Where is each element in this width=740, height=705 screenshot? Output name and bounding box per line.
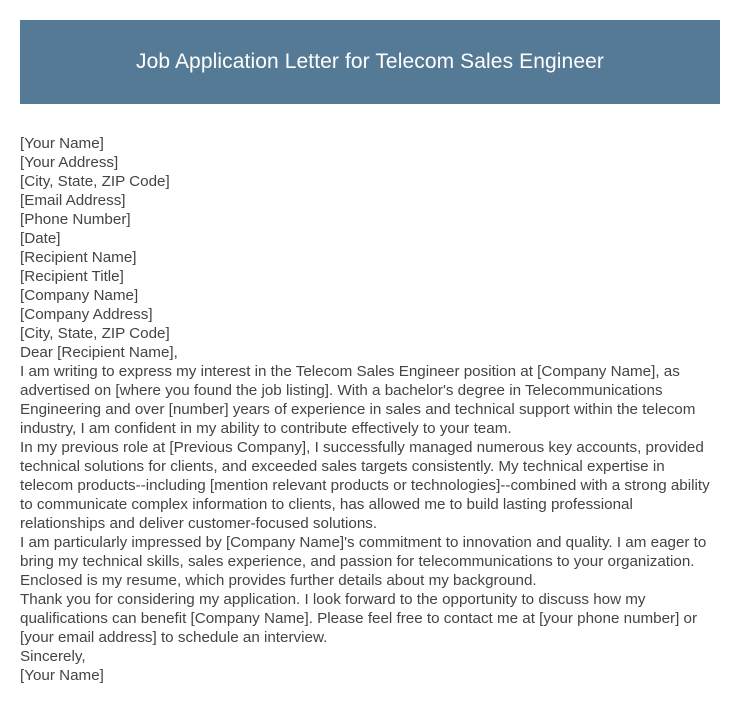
closing: Sincerely,	[20, 648, 86, 665]
recipient-company: [Company Name]	[20, 287, 139, 304]
sender-phone: [Phone Number]	[20, 211, 131, 228]
sender-name: [Your Name]	[20, 135, 104, 152]
signature: [Your Name]	[20, 667, 104, 684]
recipient-name: [Recipient Name]	[20, 249, 137, 266]
paragraph-experience: In my previous role at [Previous Company], I successfully managed numerous key accounts, provided technical solutions for clients, and exceeded sales targets consistently. My technical expertise in telecom products--including [mention relevant products or technologies]--combined with a strong ability to communicate complex information to clients, has allowed me to build lasting professional relationships and deliver customer-focused solutions.	[20, 439, 710, 532]
sender-address: [Your Address]	[20, 154, 119, 171]
letter-date: [Date]	[20, 230, 61, 247]
recipient-address: [Company Address]	[20, 306, 153, 323]
recipient-title: [Recipient Title]	[20, 268, 124, 285]
paragraph-intro: I am writing to express my interest in the Telecom Sales Engineer position at [Company Name], as advertised on [where you found the job listing]. With a bachelor's degree in Telecommunications Engineering and over [number] years of experience in sales and technical support within the telecom industry, I am confident in my ability to contribute effectively to your team.	[20, 363, 696, 437]
page-title: Job Application Letter for Telecom Sales Engineer	[136, 50, 604, 73]
sender-city-state-zip: [City, State, ZIP Code]	[20, 173, 170, 190]
letter-header	[20, 20, 720, 104]
sender-email: [Email Address]	[20, 192, 126, 209]
letter-body	[20, 134, 720, 685]
salutation: Dear [Recipient Name],	[20, 344, 178, 361]
paragraph-closing: Thank you for considering my application. I look forward to the opportunity to discuss how my qualifications can benefit [Company Name]. Please feel free to contact me at [your phone number] or [your email address] to schedule an interview.	[20, 591, 698, 646]
paragraph-motivation: I am particularly impressed by [Company Name]'s commitment to innovation and quality. I am eager to bring my technical skills, sales experience, and passion for telecommunications to your organization. Enclosed is my resume, which provides further details about my background.	[20, 534, 707, 589]
recipient-city-state-zip: [City, State, ZIP Code]	[20, 325, 170, 342]
